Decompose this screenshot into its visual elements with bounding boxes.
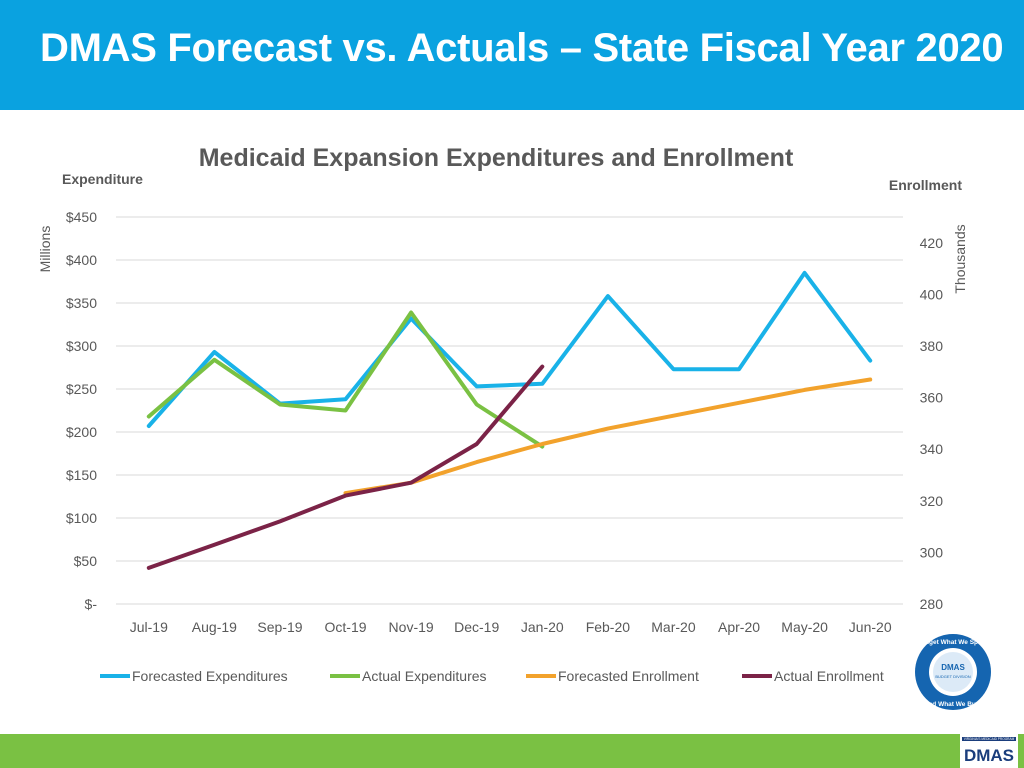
x-tick-label: Aug-19 — [191, 619, 237, 635]
svg-text:BUDGET DIVISION: BUDGET DIVISION — [935, 674, 971, 679]
right-axis-ticks — [920, 235, 944, 612]
legend-label: Actual Expenditures — [362, 668, 487, 684]
chart-title: Medicaid Expansion Expenditures and Enrollment — [198, 144, 794, 172]
x-tick-label: Jan-20 — [520, 619, 564, 635]
x-tick-label: Feb-20 — [585, 619, 631, 635]
budget-badge-logo — [913, 632, 993, 712]
series-lines — [149, 273, 870, 568]
legend-label: Forecasted Expenditures — [132, 668, 288, 684]
left-tick-label: $50 — [73, 553, 97, 569]
gridlines — [116, 217, 903, 604]
x-tick-label: Oct-19 — [324, 619, 367, 635]
x-tick-label: Apr-20 — [718, 619, 761, 635]
left-axis-units: Millions — [37, 225, 53, 273]
x-tick-label: May-20 — [781, 619, 828, 635]
x-tick-label: Mar-20 — [651, 619, 696, 635]
right-tick-label: 360 — [919, 389, 943, 406]
right-tick-label: 320 — [919, 492, 943, 509]
left-tick-label: $200 — [65, 424, 97, 440]
chart-area — [0, 110, 1024, 734]
svg-text:VIRGINIA'S MEDICAID PROGRAM: VIRGINIA'S MEDICAID PROGRAM — [963, 737, 1015, 742]
page-title: DMAS Forecast vs. Actuals – State Fiscal Year 2020 — [40, 26, 1004, 70]
x-tick-label: Jun-20 — [848, 619, 892, 635]
right-tick-label: 340 — [919, 441, 943, 458]
x-tick-label: Sep-19 — [257, 619, 303, 635]
x-axis-ticks — [130, 619, 892, 635]
right-tick-label: 400 — [919, 286, 943, 303]
legend-label: Actual Enrollment — [774, 668, 884, 684]
left-tick-label: $- — [84, 596, 97, 612]
left-tick-label: $100 — [65, 510, 97, 526]
svg-text:Budget What We Spend: Budget What We Spend — [916, 639, 990, 646]
left-tick-label: $450 — [65, 209, 97, 225]
svg-text:Spend What We Budget: Spend What We Budget — [916, 701, 990, 708]
svg-text:DMAS: DMAS — [963, 746, 1015, 765]
left-tick-label: $350 — [65, 295, 97, 311]
left-axis-title: Expenditure — [62, 171, 143, 187]
legend-label: Forecasted Enrollment — [558, 668, 699, 684]
left-axis-ticks — [66, 209, 97, 612]
right-tick-label: 380 — [919, 338, 943, 354]
right-tick-label: 280 — [919, 596, 943, 612]
footer-bar — [0, 734, 1024, 768]
left-tick-label: $400 — [65, 252, 97, 268]
svg-text:DMAS: DMAS — [941, 663, 965, 672]
series-line-actual-expenditures — [149, 313, 543, 447]
left-tick-label: $300 — [65, 338, 97, 354]
left-tick-label: $150 — [65, 467, 97, 483]
right-axis-units: Thousands — [952, 224, 968, 294]
right-tick-label: 300 — [919, 544, 943, 561]
x-tick-label: Dec-19 — [454, 619, 500, 635]
right-tick-label: 420 — [919, 234, 943, 251]
left-tick-label: $250 — [65, 381, 97, 397]
legend — [100, 668, 884, 684]
title-banner — [0, 0, 1024, 110]
x-tick-label: Jul-19 — [129, 619, 168, 635]
chart-svg — [0, 110, 1024, 734]
right-axis-title: Enrollment — [888, 177, 962, 193]
dmas-logo — [960, 734, 1018, 768]
x-tick-label: Nov-19 — [388, 619, 434, 635]
